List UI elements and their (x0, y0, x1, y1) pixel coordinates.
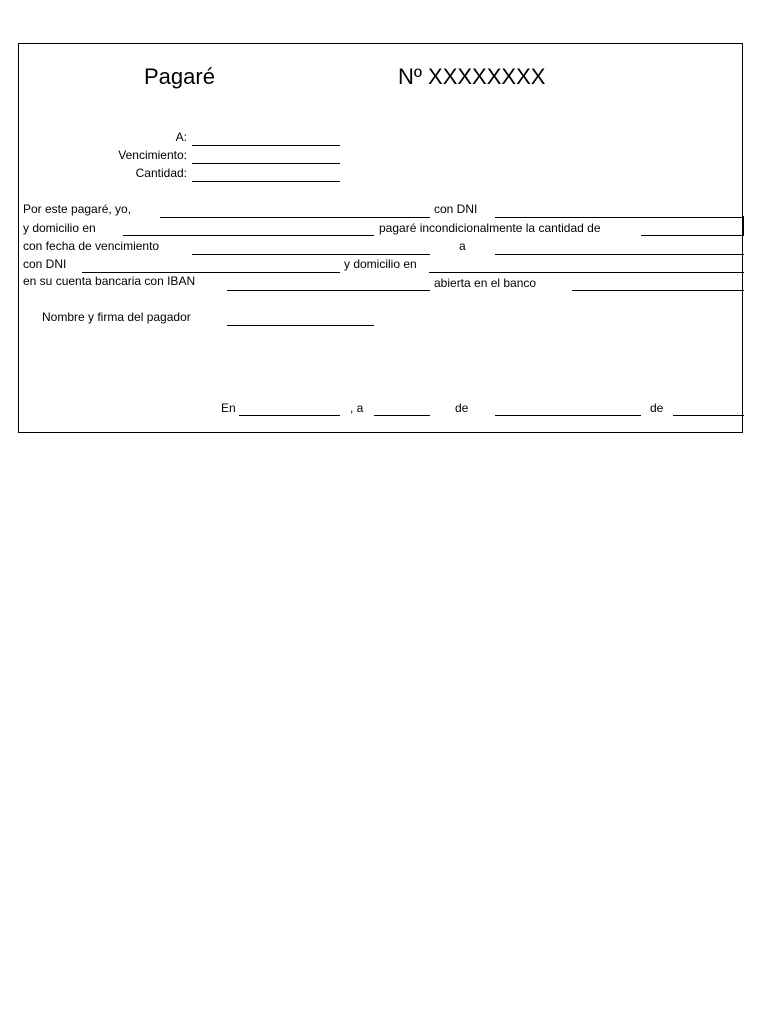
due-date-label: Vencimiento: (118, 148, 187, 162)
payee-to-label: a (459, 239, 466, 253)
amount-label: Cantidad: (135, 166, 187, 180)
document-number: Nº XXXXXXXX (398, 64, 546, 89)
iban-field[interactable] (227, 290, 430, 291)
maturity-date-label: con fecha de vencimiento (23, 239, 160, 253)
document-title: Pagaré (144, 64, 215, 89)
payer-dni-label: con DNI (434, 202, 478, 216)
place-label: En (221, 401, 236, 415)
payer-intro-label: Por este pagaré, yo, (23, 202, 132, 216)
due-date-field[interactable] (192, 163, 340, 164)
payer-name-field[interactable] (160, 217, 430, 218)
payer-address-field[interactable] (123, 235, 374, 236)
day-field[interactable] (374, 415, 430, 416)
maturity-date-field[interactable] (192, 254, 430, 255)
iban-label: en su cuenta bancaria con IBAN (23, 274, 196, 288)
year-label: de (650, 401, 664, 415)
payee-name-field[interactable] (495, 254, 744, 255)
bank-label: abierta en el banco (434, 276, 537, 290)
payee-dni-field[interactable] (82, 272, 340, 273)
promissory-note-form (18, 43, 743, 433)
payer-address-label: y domicilio en (23, 221, 96, 235)
to-label: A: (175, 130, 187, 144)
signature-label: Nombre y firma del pagador (42, 310, 191, 324)
day-label: , a (350, 401, 364, 415)
unconditional-amount-field[interactable] (641, 235, 743, 236)
payee-address-field[interactable] (429, 272, 744, 273)
bank-field[interactable] (572, 290, 744, 291)
payee-dni-label: con DNI (23, 257, 67, 271)
amount-field[interactable] (192, 181, 340, 182)
month-field[interactable] (495, 415, 641, 416)
month-label: de (455, 401, 469, 415)
payee-address-label: y domicilio en (344, 257, 417, 271)
year-field[interactable] (673, 415, 744, 416)
payer-dni-field[interactable] (495, 217, 744, 218)
place-field[interactable] (239, 415, 340, 416)
unconditional-amount-label: pagaré incondicionalmente la cantidad de (379, 221, 601, 235)
signature-field[interactable] (227, 325, 374, 326)
to-field[interactable] (192, 145, 340, 146)
field-box-edge (743, 216, 744, 236)
